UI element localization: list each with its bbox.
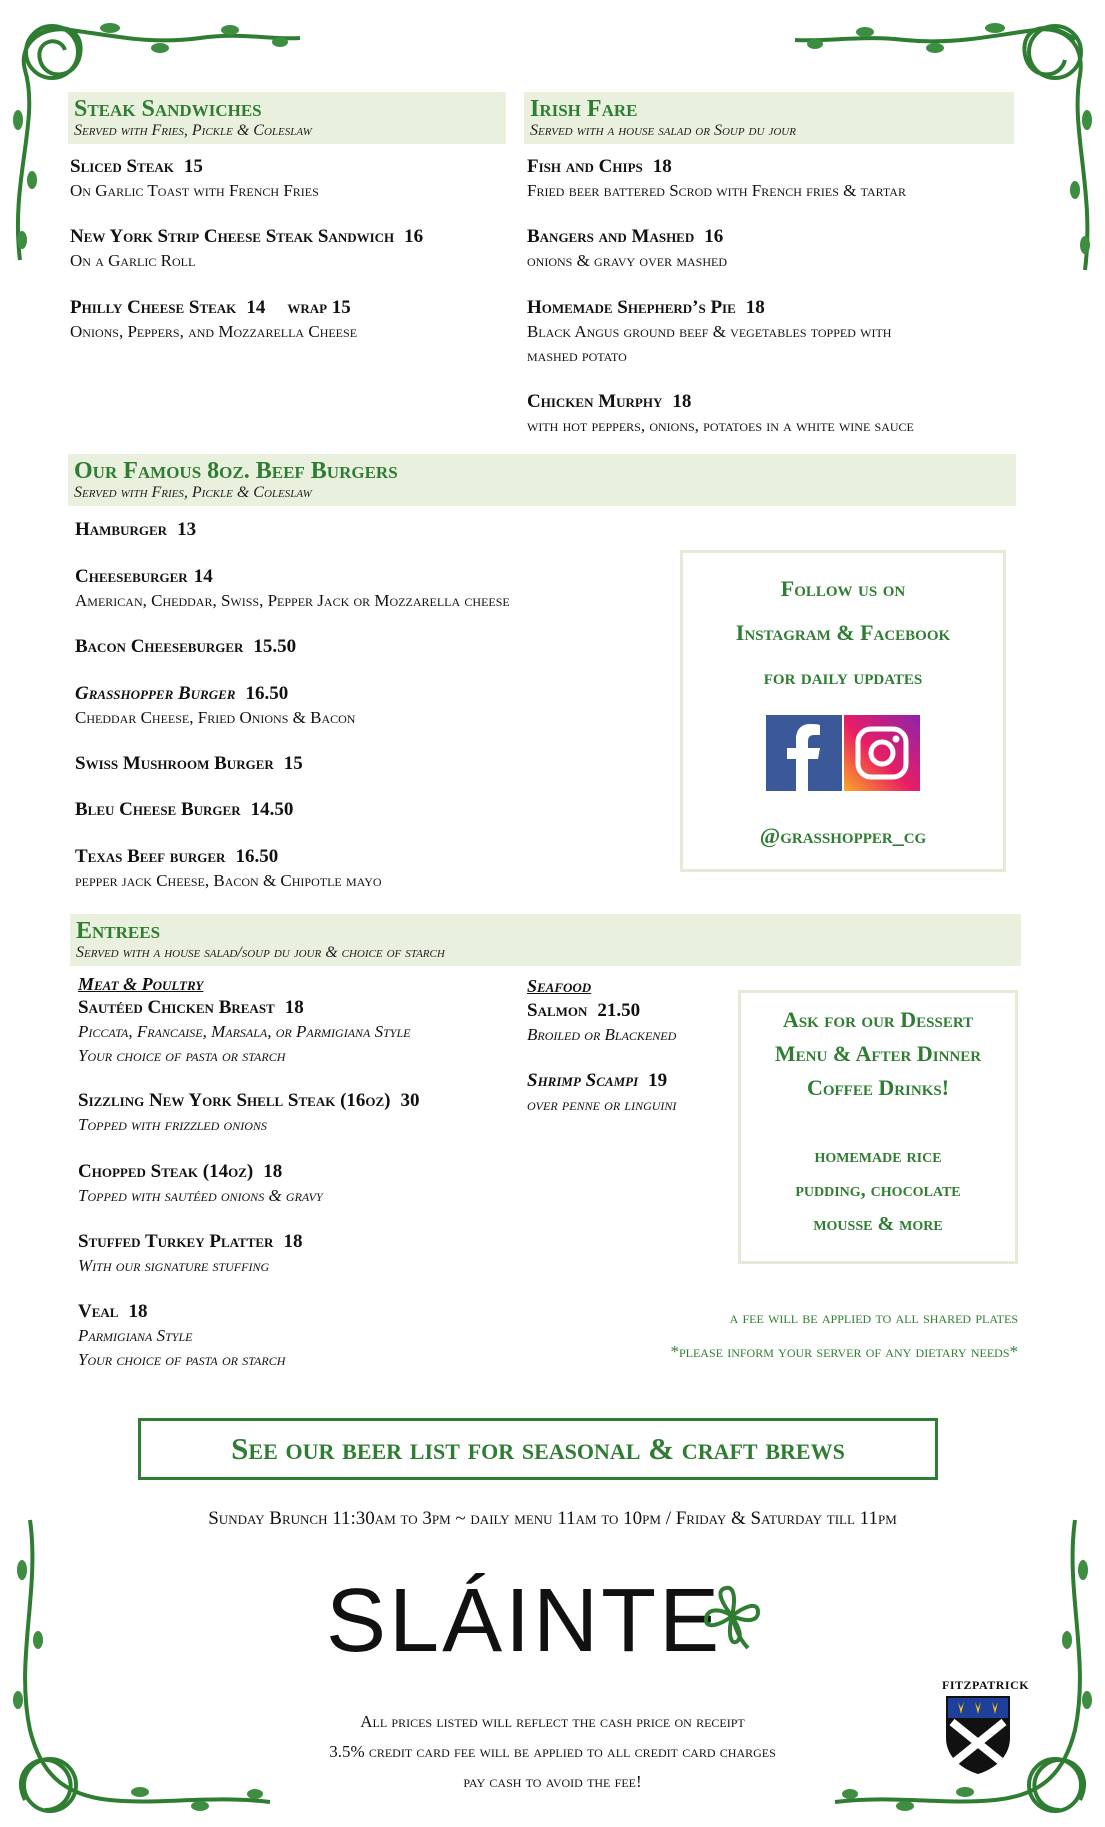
menu-item: Texas Beef burger 16.50 pepper jack Cheese, Bacon & Chipotle mayo [75,846,382,890]
instagram-icon[interactable] [844,715,920,791]
shamrock-icon [696,1580,768,1652]
social-line-2: Instagram & Facebook [735,620,951,645]
menu-item: Sizzling New York Shell Steak (16oz) 30 Topped with frizzled onions [78,1090,420,1134]
shared-plates-note: a fee will be applied to all shared plates [729,1308,1018,1327]
brand-slainte: SLÁINTE [326,1571,723,1671]
section-subtitle: Served with Fries, Pickle & Coleslaw [74,122,312,139]
seafood-heading: Seafood [527,976,592,996]
menu-item: New York Strip Cheese Steak Sandwich 16 On a Garlic Roll [70,226,424,270]
vine-corner-top-right [785,0,1105,290]
menu-item: Hamburger 13 [75,519,197,540]
dietary-note: *please inform your server of any dietary needs* [670,1342,1018,1361]
irish-fare-header [524,92,1014,144]
dessert-line-5: pudding, chocolate [795,1179,961,1201]
dessert-line-2: Menu & After Dinner [774,1041,982,1066]
footer-line-1: All prices listed will reflect the cash price on receipt [360,1712,745,1731]
menu-item: Shrimp Scampi 19 over penne or linguini [527,1070,677,1114]
menu-item: Sautéed Chicken Breast 18 Piccata, Francaise, Marsala, or Parmigiana Style Your choice of pasta or starch [78,997,411,1065]
dessert-line-1: Ask for our Dessert [782,1007,974,1032]
menu-item: Cheeseburger 14 American, Cheddar, Swiss, Pepper Jack or Mozzarella cheese [75,566,510,610]
section-title: Our Famous 8oz. Beef Burgers [74,458,398,484]
footer-line-2: 3.5% credit card fee will be applied to all credit card charges [329,1742,776,1761]
section-title: Entrees [76,918,161,944]
crest-label: FITZPATRICK [942,1678,1030,1692]
menu-item: Fish and Chips 18 Fried beer battered Scrod with French fries & tartar [527,156,906,200]
dessert-box [738,990,1018,1264]
menu-item: Sliced Steak 15 On Garlic Toast with French Fries [70,156,319,200]
menu-item: Stuffed Turkey Platter 18 With our signature stuffing [78,1231,303,1275]
burgers-header [68,454,1016,506]
meat-heading: Meat & Poultry [78,974,204,994]
entrees-header [70,914,1021,966]
meat-poultry-column [78,974,203,994]
facebook-icon[interactable] [766,715,842,791]
steak-sandwiches-header [68,92,506,144]
dessert-line-6: mousse & more [813,1213,943,1235]
section-title: Steak Sandwiches [74,96,262,122]
seafood-column [527,976,591,996]
social-line-3: for daily updates [763,664,923,689]
menu-item: Homemade Shepherd’s Pie 18 Black Angus ground beef & vegetables topped with mashed potato [527,297,892,365]
dessert-line-4: homemade rice [814,1145,942,1167]
crest-shield-icon [944,1694,1012,1776]
menu-item: Bleu Cheese Burger 14.50 [75,799,294,820]
footer-line-3: pay cash to avoid the fee! [463,1772,642,1791]
menu-item: Salmon 21.50 Broiled or Blackened [527,1000,677,1044]
menu-item: Philly Cheese Steak 14 wrap 15 Onions, Peppers, and Mozzarella Cheese [70,297,358,341]
social-box [680,550,1006,872]
dessert-line-3: Coffee Drinks! [806,1075,950,1100]
section-subtitle: Served with a house salad/soup du jour & choice of starch [76,944,445,961]
section-subtitle: Served with a house salad or Soup du jour [530,122,796,139]
menu-item: Swiss Mushroom Burger 15 [75,753,303,774]
menu-item: Grasshopper Burger 16.50 Cheddar Cheese, Fried Onions & Bacon [75,683,356,727]
menu-item: Chopped Steak (14oz) 18 Topped with sautéed onions & gravy [78,1161,323,1205]
social-handle: @grasshopper_cg [759,823,927,848]
menu-item: Veal 18 Parmigiana Style Your choice of pasta or starch [78,1301,286,1369]
menu-item: Bangers and Mashed 16 onions & gravy over mashed [527,226,728,270]
hours-line: Sunday Brunch 11:30am to 3pm ~ daily menu 11am to 10pm / Friday & Saturday till 11pm [208,1508,897,1529]
beer-list-banner: See our beer list for seasonal & craft brews [138,1418,938,1480]
menu-item: Chicken Murphy 18 with hot peppers, onions, potatoes in a white wine sauce [527,391,914,435]
social-line-1: Follow us on [780,576,906,601]
section-title: Irish Fare [530,96,638,122]
section-subtitle: Served with Fries, Pickle & Coleslaw [74,484,312,501]
menu-item: Bacon Cheeseburger 15.50 [75,636,297,657]
